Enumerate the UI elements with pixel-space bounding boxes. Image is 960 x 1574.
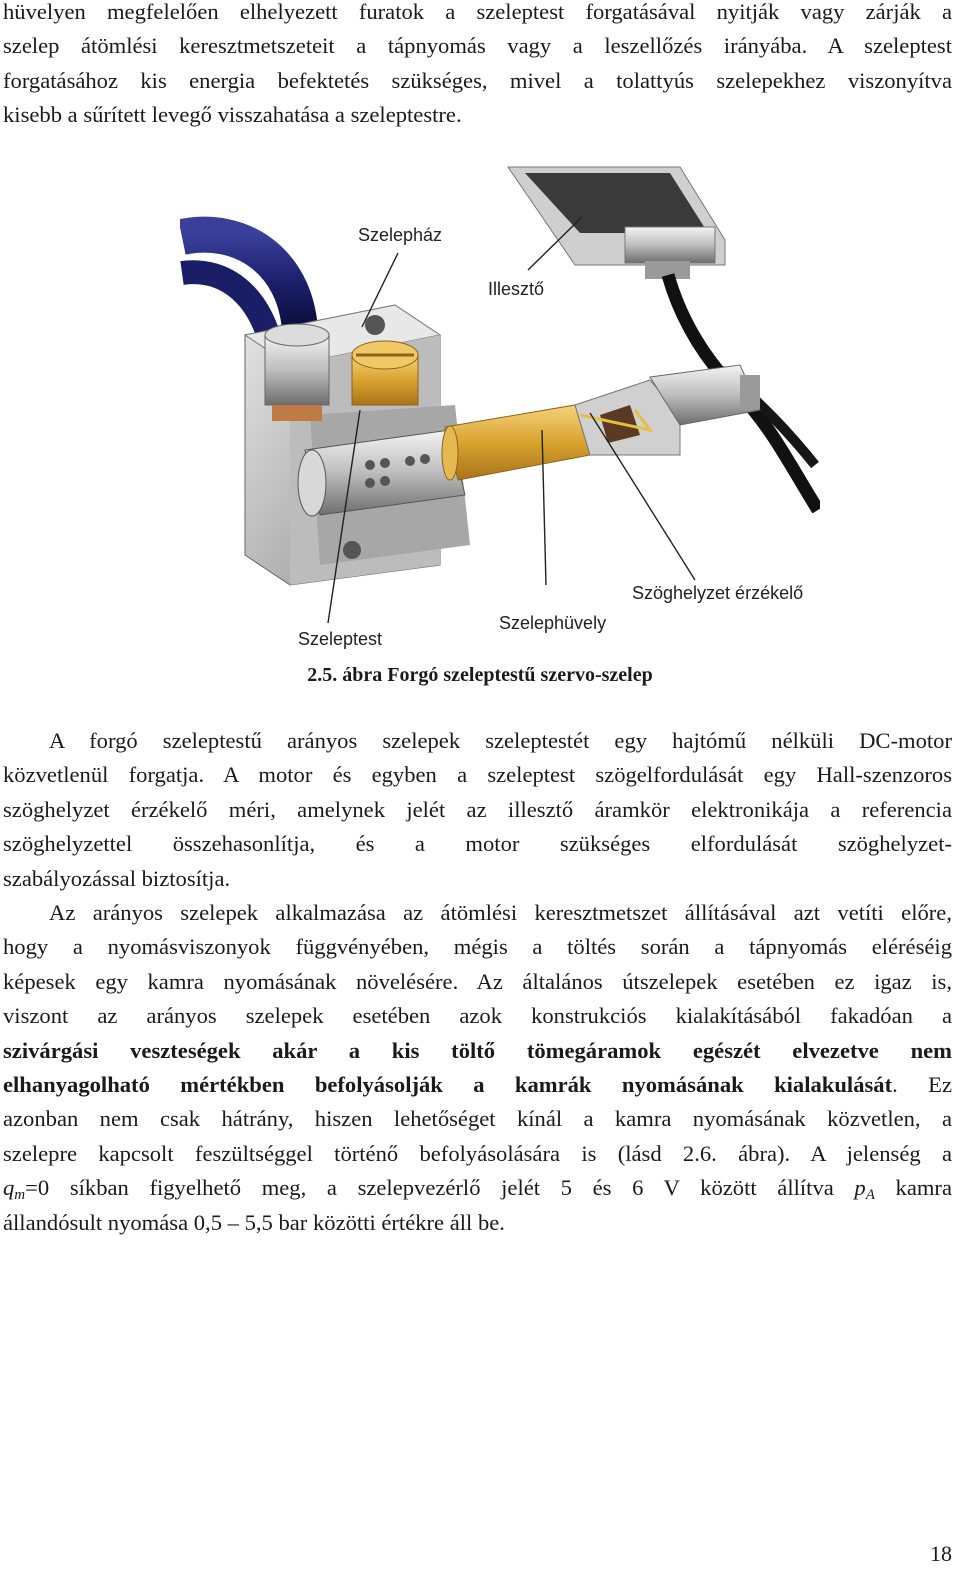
text-line: viszont az arányos szelepek esetében azok konstrukciós kialakításából fakadóan a — [3, 1003, 952, 1029]
text-line: A forgó szeleptestű arányos szelepek szeleptestét egy hajtómű nélküli DC-motor — [49, 728, 952, 753]
text-line: szelepre kapcsolt feszültséggel történő befolyásolására is (lásd 2.6. ábra). A jelenség a — [3, 1140, 952, 1166]
paragraph-motor — [3, 724, 952, 896]
text-line: forgatásához kis energia befektetés szükséges, mivel a tolattyús szelepekhez viszonyítva — [3, 67, 952, 93]
valve-sleeve — [442, 405, 590, 480]
text-line-bold — [3, 1034, 952, 1068]
subscript-a: A — [865, 1187, 875, 1204]
text-run: kamra — [874, 1175, 952, 1201]
text-line: szöghelyzettel összehasonlítja, és a motor szükséges elfordulását szöghelyzet- — [3, 831, 952, 857]
text-run: =0 síkban figyelhető meg, a szelepvezérlő jelét 5 és 6 V között állítva — [25, 1175, 855, 1201]
text-line-formula — [3, 1171, 952, 1205]
text-line-mixed — [3, 1068, 952, 1102]
paragraph-proportional — [3, 896, 952, 1240]
label-szeleptest: Szeleptest — [298, 629, 383, 649]
label-illeszto: Illesztő — [488, 279, 545, 299]
text-line: állandósult nyomása 0,5 – 5,5 bar közötti értékre áll be. — [3, 1209, 505, 1235]
symbol-q: q — [3, 1175, 15, 1201]
text-run: . Ez — [892, 1072, 952, 1098]
text-line: Az arányos szelepek alkalmazása az átömlési keresztmetszet állításával azt vetíti előre, — [49, 900, 952, 925]
label-szelephuvely: Szelephüvely — [499, 613, 607, 633]
text-line: hogy a nyomásviszonyok függvényében, mégis a töltés során a tápnyomás eléréséig — [3, 934, 952, 960]
brass-screw — [352, 341, 418, 405]
label-szoghelyzet: Szöghelyzet érzékelő — [632, 583, 804, 603]
paragraph-intro — [3, 0, 952, 133]
connector-housing — [508, 167, 725, 279]
text-line: szelep átömlési keresztmetszeteit a tápnyomás vagy a leszellőzés irányába. A szeleptest — [3, 33, 952, 59]
text-line: szöghelyzet érzékelő méri, amelynek jelét az illesztő áramkör elektronikája a referencia — [3, 796, 952, 822]
text-line: azonban nem csak hátrány, hiszen lehetőséget kínál a kamra nyomásának közvetlen, a — [3, 1106, 952, 1132]
text-line: kisebb a sűrített levegő visszahatása a szeleptestre. — [3, 102, 462, 128]
label-szelephaz: Szelepház — [358, 225, 443, 245]
angle-sensor-housing — [575, 365, 760, 455]
hose-fitting — [265, 324, 329, 421]
servo-valve-figure — [180, 165, 820, 660]
text-line: közvetlenül forgatja. A motor és egyben a szeleptest szögelfordulását egy Hall-szenzoros — [3, 762, 952, 788]
subscript-m: m — [14, 1187, 26, 1204]
bold-text: szivárgási veszteségek akár a kis töltő tömegáramok egészét elvezetve nem — [3, 1037, 952, 1063]
figure-caption: 2.5. ábra Forgó szeleptestű szervo-szelep — [307, 664, 653, 686]
page-number: 18 — [930, 1541, 952, 1566]
text-line: képesek egy kamra nyomásának növelésére. Az általános útszelepek esetében ez igaz is, — [3, 968, 952, 994]
text-line: szabályozással biztosítja. — [3, 865, 231, 891]
symbol-p: p — [854, 1175, 866, 1201]
text-line: hüvelyen megfelelően elhelyezett furatok a szeleptest forgatásával nyitják vagy zárják a — [3, 0, 952, 24]
bold-text: elhanyagolható mértékben befolyásolják a kamrák nyomásának kialakulását — [3, 1072, 893, 1098]
